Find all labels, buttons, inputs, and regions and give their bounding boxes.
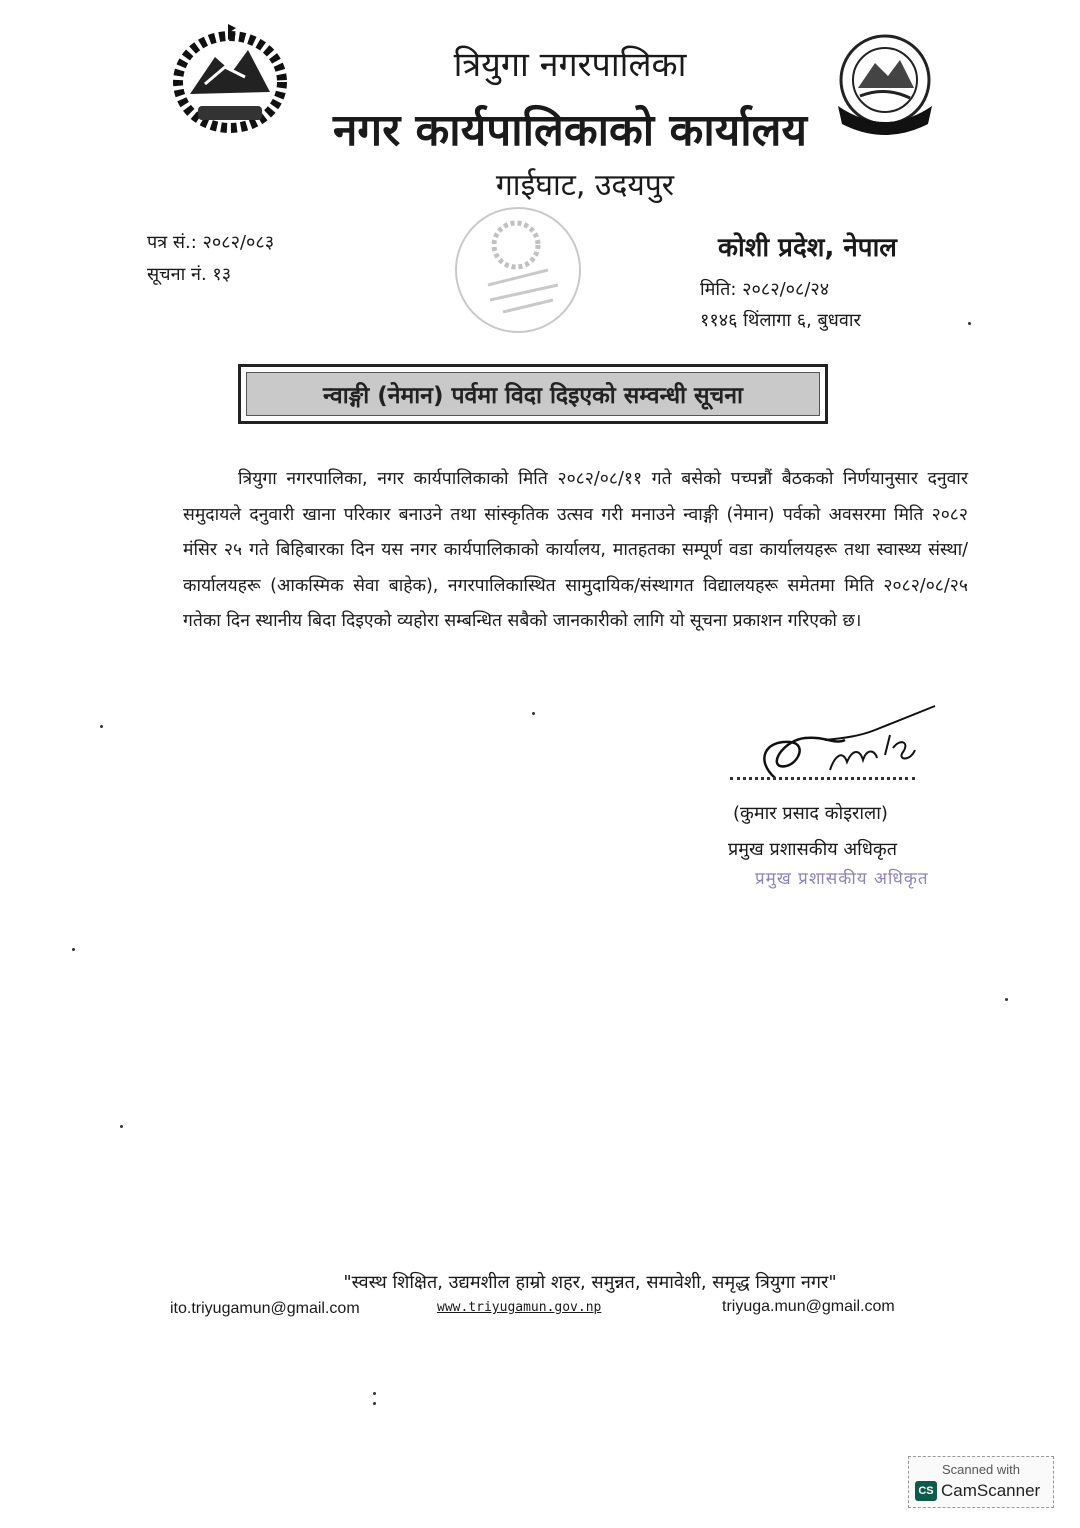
designation-stamp: प्रमुख प्रशासकीय अधिकृत [755,869,929,889]
footer-email-left[interactable]: ito.triyugamun@gmail.com [170,1300,360,1317]
signature-line [730,777,915,780]
handwritten-signature [735,700,945,795]
signer-name: (कुमार प्रसाद कोइराला) [733,803,888,824]
notice-body: त्रियुगा नगरपालिका, नगर कार्यपालिकाको मिति २०८२/०८/११ गते बसेको पच्पन्नौं बैठकको निर्णयानुसार दनुवार समुदायले दनुवारी खाना परिकार बनाउने तथा सांस्कृतिक उत्सव गरी मनाउने न्वाङ्गी (नेमान) पर्वको अवसरमा मिति २०८२ मंसिर २५ गते बिहिबारका दिन यस नगर कार्यपालिकाको कार्यालय, मातहतका सम्पूर्ण वडा कार्यालयहरू तथा स्वास्थ्य संस्था/कार्यालयहरू (आकस्मिक सेवा बाहेक), नगरपालिकास्थित सामुदायिक/संस्थागत विद्यालयहरू समेतमा मिति २०८२/०८/२५ गतेका दिन स्थानीय बिदा दिइएको व्यहोरा सम्बन्धित सबैको जानकारीको लागि यो सूचना प्रकाशन गरिएको छ। [183,469,968,631]
scan-speck [100,725,103,728]
signer-designation: प्रमुख प्रशासकीय अधिकृत [728,839,897,860]
notice-title-box [238,364,828,424]
date-bs: मिति: २०८२/०८/२४ [700,279,830,300]
municipality-name: त्रियुगा नगरपालिका [453,45,687,85]
office-location: गाईघाट, उदयपुर [495,168,675,203]
footer-motto: "स्वस्थ शिक्षित, उद्यमशील हाम्रो शहर, समुन्नत, समावेशी, समृद्ध त्रियुगा नगर" [343,1272,837,1293]
camscanner-logo-icon: CS [915,1481,937,1501]
scan-speck [373,1392,376,1395]
office-name: नगर कार्यपालिकाको कार्यालय [333,105,807,156]
scan-speck [1005,998,1008,1001]
footer-email-right[interactable]: triyuga.mun@gmail.com [722,1298,895,1315]
footer-website-link[interactable]: www.triyugamun.gov.np [437,1300,602,1315]
scan-speck [373,1402,376,1405]
camscanner-brand: CamScanner [941,1481,1041,1500]
province-name: कोशी प्रदेश, नेपाल [718,233,897,263]
scan-speck [120,1125,123,1128]
scan-speck [968,322,971,325]
watermark-caption: Scanned with [941,1462,1021,1477]
office-seal-stamp [448,200,598,350]
scan-speck [532,712,535,715]
camscanner-watermark [908,1456,1054,1508]
letter-number: पत्र सं.: २०८२/०८३ [147,232,275,253]
date-nepal-sambat: ११४६ थिंलागा ६, बुधवार [700,310,861,331]
notice-number: सूचना नं. १३ [147,264,232,285]
scan-speck [72,948,75,951]
notice-title: न्वाङ्गी (नेमान) पर्वमा विदा दिइएको सम्वन्धी सूचना [246,372,820,416]
